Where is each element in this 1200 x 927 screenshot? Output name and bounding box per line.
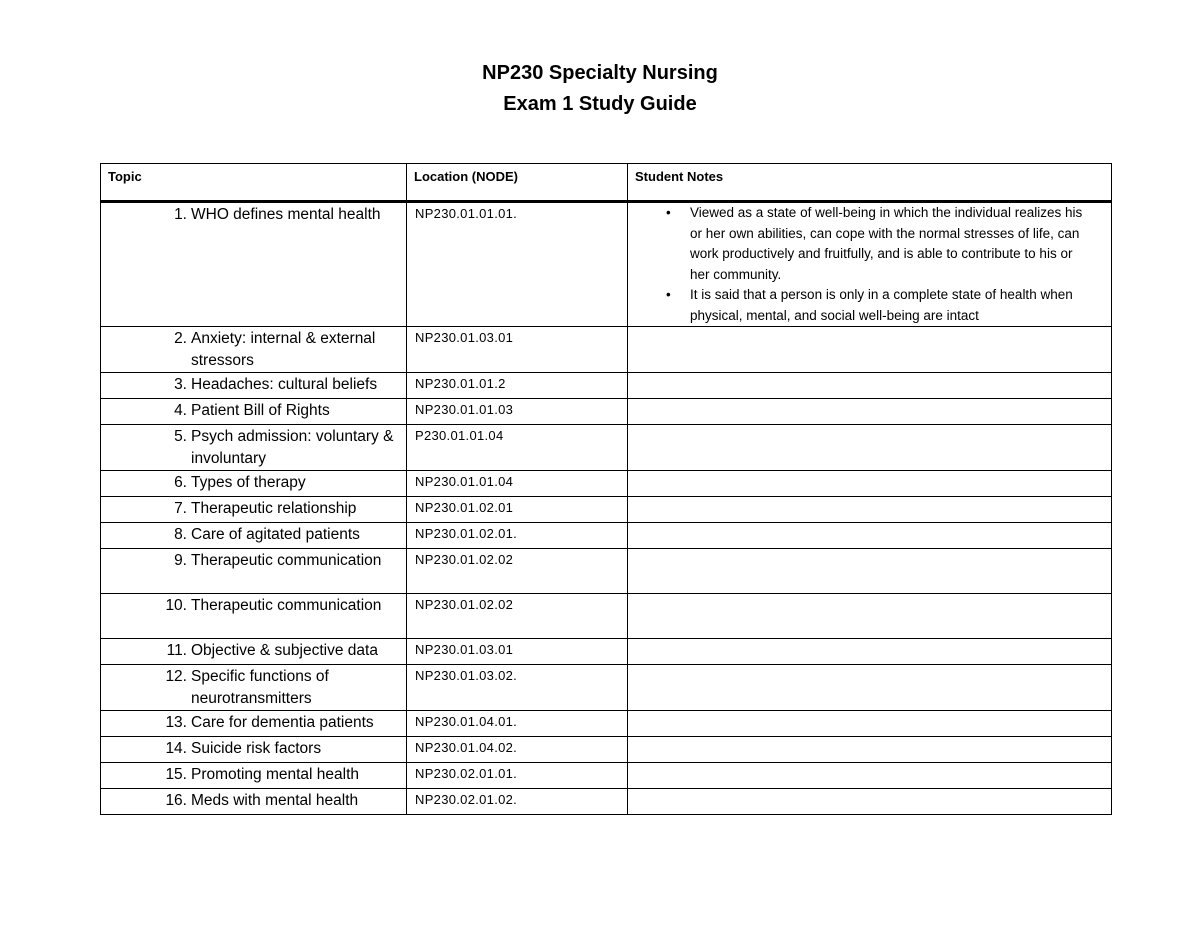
topic-label: Meds with mental health (191, 792, 359, 809)
topic-number: 15. (165, 766, 187, 783)
header-notes: Student Notes (628, 164, 1112, 202)
note-item (628, 203, 1111, 285)
topic-cell (101, 425, 407, 471)
topic-number: 16. (165, 792, 187, 809)
table-row (101, 665, 1112, 711)
notes-cell (628, 471, 1112, 497)
topic-cell (101, 202, 407, 327)
topic-label: Care for dementia patients (191, 714, 374, 731)
topic-number: 14. (165, 740, 187, 757)
location-cell: NP230.01.01.03 (407, 399, 628, 425)
table-row (101, 737, 1112, 763)
note-text: Viewed as a state of well-being in which the individual realizes his or her own abilities, can cope with the normal stresses of life, can work productively and fruitfully, and is able to contribute to his or her community. (690, 205, 1083, 282)
topic-number: 4. (174, 402, 187, 419)
table-row (101, 373, 1112, 399)
topic-cell (101, 327, 407, 373)
topic-cell (101, 399, 407, 425)
table-row (101, 711, 1112, 737)
location-cell: P230.01.01.04 (407, 425, 628, 471)
topic-number: 6. (174, 474, 187, 491)
location-cell: NP230.01.04.01. (407, 711, 628, 737)
topic-cell (101, 471, 407, 497)
topic-label: Therapeutic communication (191, 552, 382, 569)
topic-label: Therapeutic relationship (191, 500, 357, 517)
notes-cell (628, 763, 1112, 789)
table-row (101, 399, 1112, 425)
topic-label: Therapeutic communication (191, 597, 382, 614)
notes-cell (628, 594, 1112, 639)
location-cell: NP230.01.02.02 (407, 594, 628, 639)
location-cell: NP230.01.02.02 (407, 549, 628, 594)
location-cell: NP230.02.01.02. (407, 789, 628, 815)
topic-number: 1. (174, 206, 187, 223)
topic-cell (101, 789, 407, 815)
note-item (628, 285, 1111, 326)
notes-cell (628, 327, 1112, 373)
topic-cell (101, 497, 407, 523)
notes-cell (628, 497, 1112, 523)
topic-cell (101, 665, 407, 711)
table-row (101, 497, 1112, 523)
notes-cell (628, 202, 1112, 327)
header-location: Location (NODE) (407, 164, 628, 202)
table-row (101, 471, 1112, 497)
topic-number: 3. (174, 376, 187, 393)
topic-number: 12. (165, 668, 187, 685)
notes-cell (628, 425, 1112, 471)
table-row (101, 763, 1112, 789)
topic-label: Psych admission: voluntary & involuntary (191, 428, 394, 467)
location-cell: NP230.01.02.01 (407, 497, 628, 523)
notes-cell (628, 737, 1112, 763)
table-row (101, 549, 1112, 594)
table-body (101, 202, 1112, 815)
location-cell: NP230.01.03.01 (407, 639, 628, 665)
notes-list (628, 203, 1111, 326)
table-row (101, 789, 1112, 815)
topic-label: Suicide risk factors (191, 740, 322, 757)
location-cell: NP230.01.03.02. (407, 665, 628, 711)
study-guide-table (100, 163, 1112, 815)
table-row (101, 327, 1112, 373)
topic-label: Types of therapy (191, 474, 306, 491)
topic-cell (101, 763, 407, 789)
topic-number: 2. (174, 330, 187, 347)
note-text: It is said that a person is only in a complete state of health when physical, mental, and social well-being are intact (690, 287, 1073, 323)
topic-label: Objective & subjective data (191, 642, 378, 659)
document-subtitle: Exam 1 Study Guide (503, 93, 697, 115)
table-row (101, 425, 1112, 471)
topic-number: 9. (174, 552, 187, 569)
table-row (101, 639, 1112, 665)
location-cell: NP230.02.01.01. (407, 763, 628, 789)
topic-cell (101, 523, 407, 549)
topic-cell (101, 639, 407, 665)
location-cell: NP230.01.02.01. (407, 523, 628, 549)
notes-cell (628, 549, 1112, 594)
notes-cell (628, 789, 1112, 815)
location-cell: NP230.01.04.02. (407, 737, 628, 763)
notes-cell (628, 399, 1112, 425)
topic-cell (101, 549, 407, 594)
header-topic: Topic (101, 164, 407, 202)
location-cell: NP230.01.03.01 (407, 327, 628, 373)
topic-label: Patient Bill of Rights (191, 402, 330, 419)
bullet-dot-icon: • (666, 287, 671, 302)
topic-cell (101, 594, 407, 639)
topic-number: 13. (165, 714, 187, 731)
topic-label: Specific functions of neurotransmitters (191, 668, 329, 707)
topic-label: WHO defines mental health (191, 206, 381, 223)
topic-number: 8. (174, 526, 187, 543)
notes-cell (628, 665, 1112, 711)
topic-number: 10. (165, 597, 187, 614)
notes-cell (628, 639, 1112, 665)
topic-cell (101, 711, 407, 737)
topic-number: 5. (174, 428, 187, 445)
topic-cell (101, 373, 407, 399)
notes-cell (628, 711, 1112, 737)
topic-label: Anxiety: internal & external stressors (191, 330, 376, 369)
topic-label: Promoting mental health (191, 766, 360, 783)
topic-number: 11. (166, 642, 187, 659)
topic-cell (101, 737, 407, 763)
bullet-dot-icon: • (666, 205, 671, 220)
topic-label: Headaches: cultural beliefs (191, 376, 378, 393)
table-row (101, 202, 1112, 327)
notes-cell (628, 523, 1112, 549)
topic-number: 7. (174, 500, 187, 517)
location-cell: NP230.01.01.04 (407, 471, 628, 497)
location-cell: NP230.01.01.01. (407, 202, 628, 327)
table-header-row (101, 164, 1112, 202)
location-cell: NP230.01.01.2 (407, 373, 628, 399)
table-row (101, 594, 1112, 639)
table-row (101, 523, 1112, 549)
document-header (0, 58, 1200, 120)
topic-label: Care of agitated patients (191, 526, 360, 543)
document-title: NP230 Specialty Nursing (482, 62, 718, 84)
notes-cell (628, 373, 1112, 399)
